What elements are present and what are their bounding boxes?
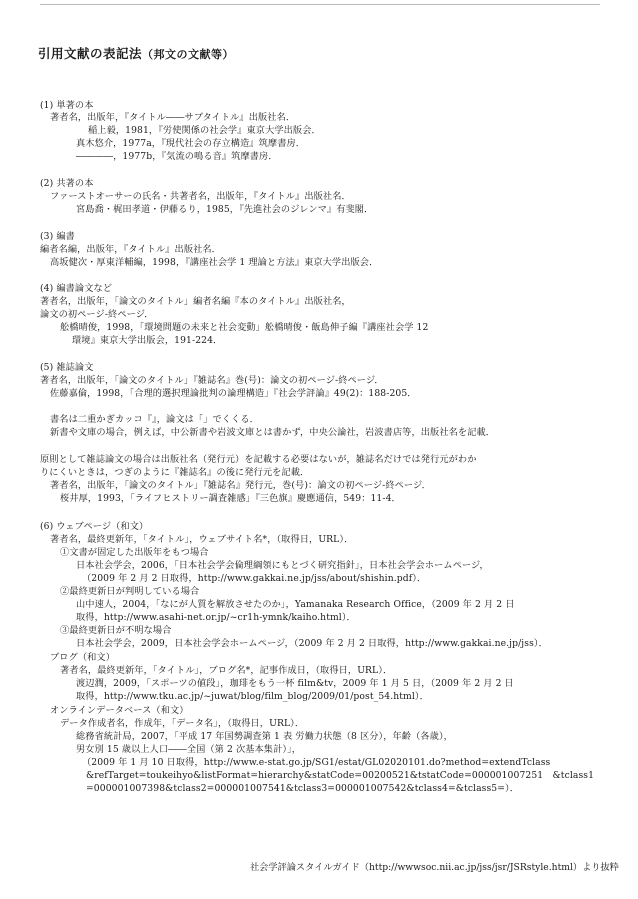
format-line: ファーストオーサーの氏名・共著者名，出版年，『タイトル』出版社名． [50, 191, 351, 202]
source-footer: 社会学評論スタイルガイド（http://wwwsoc.nii.ac.jp/jss/jsr/JSRstyle.html）より抜粋 [250, 862, 619, 873]
example-line: 日本社会学会，2006，「日本社会学会倫理綱領にもとづく研究指針」，日本社会学会ホームページ， [76, 560, 489, 571]
example-line: 取得，http://www.tku.ac.jp/~juwat/blog/film_blog/2009/01/post_54.html）． [76, 691, 429, 702]
note-line: りにくいときは，つぎのように『雑誌名』の後に発行元を記載． [40, 467, 310, 478]
example-line: 渡辺潤，2009，「スポーツの値段」，珈琲をもう一杯 film&tv，2009 年 1 月 5 日，（2009 年 2 月 2 日 [76, 678, 514, 689]
format-line: 著者名，出版年，「論文のタイトル」『雑誌名』巻(号)：論文の初ページ-終ページ． [40, 375, 384, 386]
example-line: 取得，http://www.asahi-net.or.jp/~cr1h-ymnk/kaiho.html）． [76, 612, 356, 623]
title-subtitle: （邦文の文献等） [142, 48, 235, 61]
example-line: ――――，1977b，『気流の鳴る音』筑摩書房． [76, 151, 278, 162]
note-line: 書名は二重かぎカッコ『』，論文は「」でくくる． [50, 414, 259, 425]
format-line: 著者名，最終更新年，「タイトル」，ウェブサイト名*，（取得日，URL）． [50, 534, 354, 545]
title-main: 引用文献の表記法 [38, 46, 143, 61]
example-line: 宮島喬・梶田孝道・伊藤るり，1985，『先進社会のジレンマ』有斐閣． [76, 204, 374, 215]
note-line: 新書や文庫の場合，例えば，中公新書や岩波文庫とは書かず，中央公論社，岩波書店等，出版社名を記載． [50, 427, 496, 438]
format-line: データ作成者名，作成年，「データ名」，（取得日，URL）． [60, 718, 305, 729]
format-line: 編者名編，出版年，『タイトル』出版社名． [40, 244, 221, 255]
example-line: =000001007398&tclass2=000001007541&tclass3=000001007542&tclass4=&tclass5=）． [86, 783, 520, 794]
format-line: 著者名，出版年，「論文のタイトル」『雑誌名』発行元，巻(号)：論文の初ページ-終ページ． [50, 480, 431, 491]
example-line: 桜井厚，1993，「ライフヒストリー調査雑感」『三色旗』慶應通信，549：11-4． [60, 493, 401, 504]
format-line: 論文の初ページ-終ページ． [40, 309, 154, 320]
page-title [38, 44, 234, 62]
section-heading: (5) 雑誌論文 [40, 362, 94, 373]
example-line: 日本社会学会，2009，日本社会学会ホームページ，（2009 年 2 月 2 日取得，http://www.gakkai.ne.jp/jss）． [76, 638, 548, 649]
section-heading: (4) 編書論文など [40, 283, 113, 294]
section-heading: オンラインデータベース（和文） [50, 705, 189, 716]
section-heading: ブログ（和文） [50, 652, 116, 663]
example-line: 総務省統計局，2007，「平成 17 年国勢調査第 1 表 労働力状態（8 区分），年齢（各歳）， [76, 731, 453, 742]
format-line: 著者名，出版年，『タイトル――サブタイトル』出版社名． [50, 112, 296, 123]
example-line: &refTarget=toukeihyo&listFormat=hierarchy&statCode=00200521&tstatCode=000001007251 &tclass1 [86, 770, 595, 781]
example-line: （2009 年 2 月 2 日取得，http://www.gakkai.ne.jp/jss/about/shishin.pdf）． [82, 573, 427, 584]
format-line: 著者名，最終更新年，「タイトル」，ブログ名*，記事作成日，（取得日，URL）． [60, 665, 393, 676]
example-line: 佐藤嘉倫，1998，「合理的選択理論批判の論理構造」『社会学評論』49(2)：188-205． [50, 388, 417, 399]
section-heading: (6) ウェブページ（和文） [40, 521, 149, 532]
section-heading: (3) 編書 [40, 231, 75, 242]
example-line: 山中速人，2004，「なにが人質を解放させたのか」，Yamanaka Research Office，（2009 年 2 月 2 日 [76, 599, 515, 610]
example-line: 真木悠介，1977a，『現代社会の存立構造』筑摩書房． [76, 138, 306, 149]
case-heading: ③最終更新日が不明な場合 [60, 625, 172, 636]
section-heading: (1) 単著の本 [40, 100, 94, 111]
example-line: 舩橋晴俊，1998，「環境問題の未来と社会変動」舩橋晴俊・飯島伸子編『講座社会学 12 [60, 322, 429, 333]
example-line: 稲上毅，1981，『労使関係の社会学』東京大学出版会． [88, 125, 321, 136]
case-heading: ①文書が固定した出版年をもつ場合 [60, 547, 209, 558]
example-line: 環境』東京大学出版会，191-224． [72, 335, 223, 346]
example-line: （2009 年 1 月 10 日取得，http://www.e-stat.go.jp/SG1/estat/GL02020101.do?method=extendTclass [82, 757, 551, 768]
note-line: 原則として雑誌論文の場合は出版社名（発行元）を記載する必要はないが，雑誌名だけでは発行元がわか [40, 454, 477, 465]
case-heading: ②最終更新日が判明している場合 [60, 586, 200, 597]
format-line: 著者名，出版年，「論文のタイトル」編者名編『本のタイトル』出版社名， [40, 296, 351, 307]
example-line: 高坂健次・厚東洋輔編，1998，『講座社会学 1 理論と方法』東京大学出版会． [50, 257, 379, 268]
section-heading: (2) 共著の本 [40, 178, 94, 189]
example-line: 男女別 15 歳以上人口――全国（第 2 次基本集計）」， [76, 744, 302, 755]
